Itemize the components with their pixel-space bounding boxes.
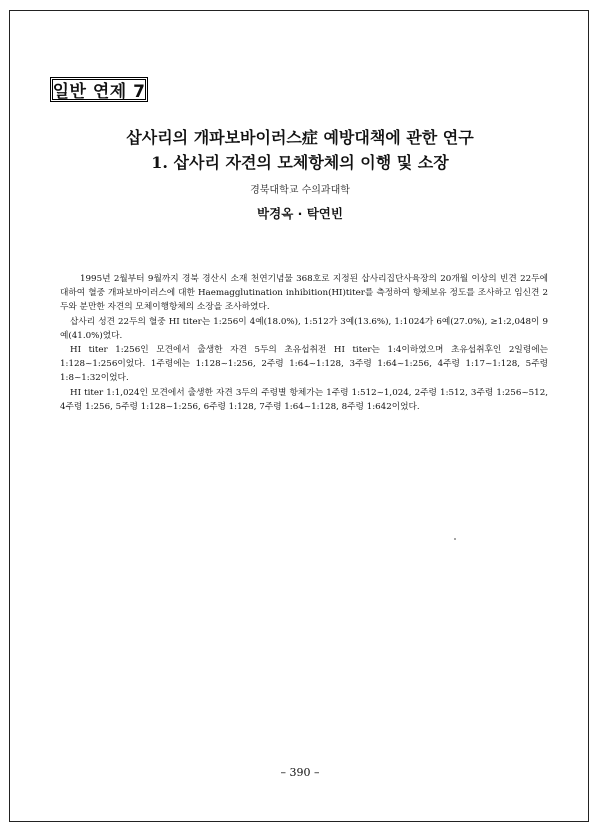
affiliation: 경북대학교 수의과대학: [250, 185, 350, 196]
authors: 박경옥 · 탁연빈: [257, 206, 343, 221]
abstract-paragraph: HI titer 1:1,024인 모견에서 출생한 자견 3두의 주령별 항체가는 1주령 1:512~1,024, 2주령 1:512, 3주령 1:256~512, 4주령 1:256, 5주령 1:128~1:256, 6주령 1:128, 7주령 1:64~1:128, 8주령 1:642이었다.: [60, 387, 548, 412]
abstract: [60, 272, 548, 414]
title-line-2: 1. 삽사리 자견의 모체항체의 이행 및 소장: [151, 153, 449, 172]
series-tag: 일반 연제 7: [50, 77, 148, 102]
scan-speck: [454, 538, 456, 540]
abstract-paragraph: HI titer 1:256인 모견에서 출생한 자견 5두의 초유섭취전 HI titer는 1:4이하였으며 초유섭취후인 2일령에는 1:128~1:256이었다. 1주령에는 1:128~1:256, 2주령 1:64~1:128, 3주령 1:64~1:256, 4주령 1:17~1:128, 5주령 1:8~1:32이었다.: [60, 345, 548, 384]
title-line-1: 삽사리의 개파보바이러스症 예방대책에 관한 연구: [126, 128, 474, 147]
abstract-paragraph: 1995년 2월부터 9월까지 경북 경산시 소재 천연기념물 368호로 지정된 삽사리집단사육장의 20개월 이상의 빈견 22두에 대하여 혈중 개파보바이러스에 대한 Haemagglutination inhibition(HI)titer를 측정하여 항체보유 정도를 조사하고 임신견 2두와 분만한 자견의 모체이행항체의 소장을 조사하였다.: [60, 274, 548, 313]
page-number: – 390 –: [280, 766, 320, 779]
abstract-paragraph: 삽사리 성견 22두의 혈중 HI titer는 1:256이 4예(18.0%), 1:512가 3예(13.6%), 1:1024가 6예(27.0%), ≥1:2,048이 9예(41.0%)였다.: [60, 316, 548, 341]
